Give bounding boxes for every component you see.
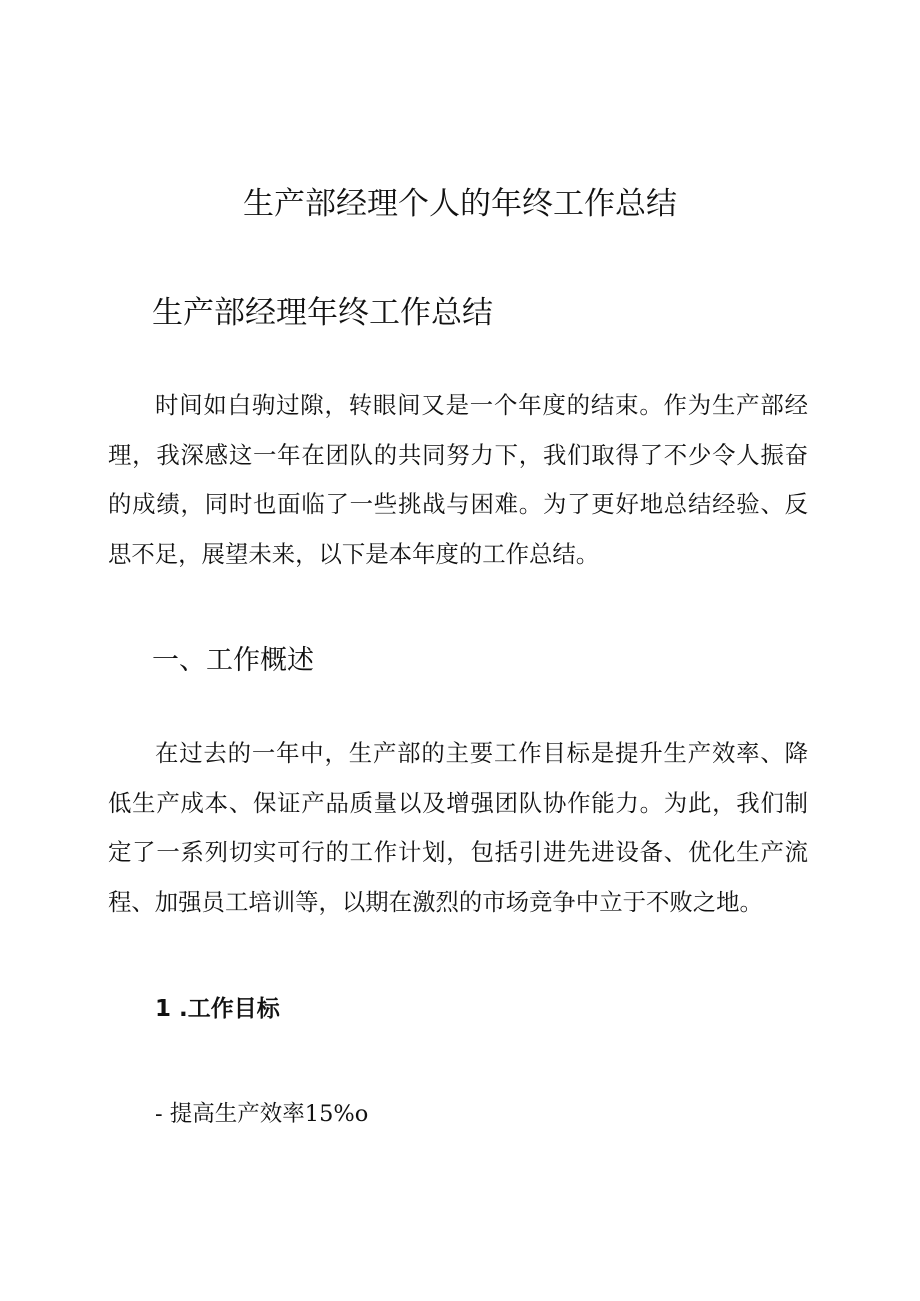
subsection-heading-goals: 1 .工作目标 <box>155 996 280 1022</box>
document-subtitle: 生产部经理年终工作总结 <box>152 295 493 331</box>
document-title: 生产部经理个人的年终工作总结 <box>243 186 677 222</box>
intro-paragraph: 时间如白驹过隙，转眼间又是一个年度的结束。作为生产部经理，我深感这一年在团队的共同努力下，我们取得了不少令人振奋的成绩，同时也面临了一些挑战与困难。为了更好地总结经验、反思不足，展望未来，以下是本年度的工作总结。 <box>108 391 808 568</box>
overview-paragraph: 在过去的一年中，生产部的主要工作目标是提升生产效率、降低生产成本、保证产品质量以及增强团队协作能力。为此，我们制定了一系列切实可行的工作计划，包括引进先进设备、优化生产流程、加强员工培训等，以期在激烈的市场竞争中立于不败之地。 <box>108 739 808 916</box>
list-item: - 提高生产效率15%o <box>155 1101 369 1127</box>
section-heading-overview: 一、工作概述 <box>152 645 314 676</box>
